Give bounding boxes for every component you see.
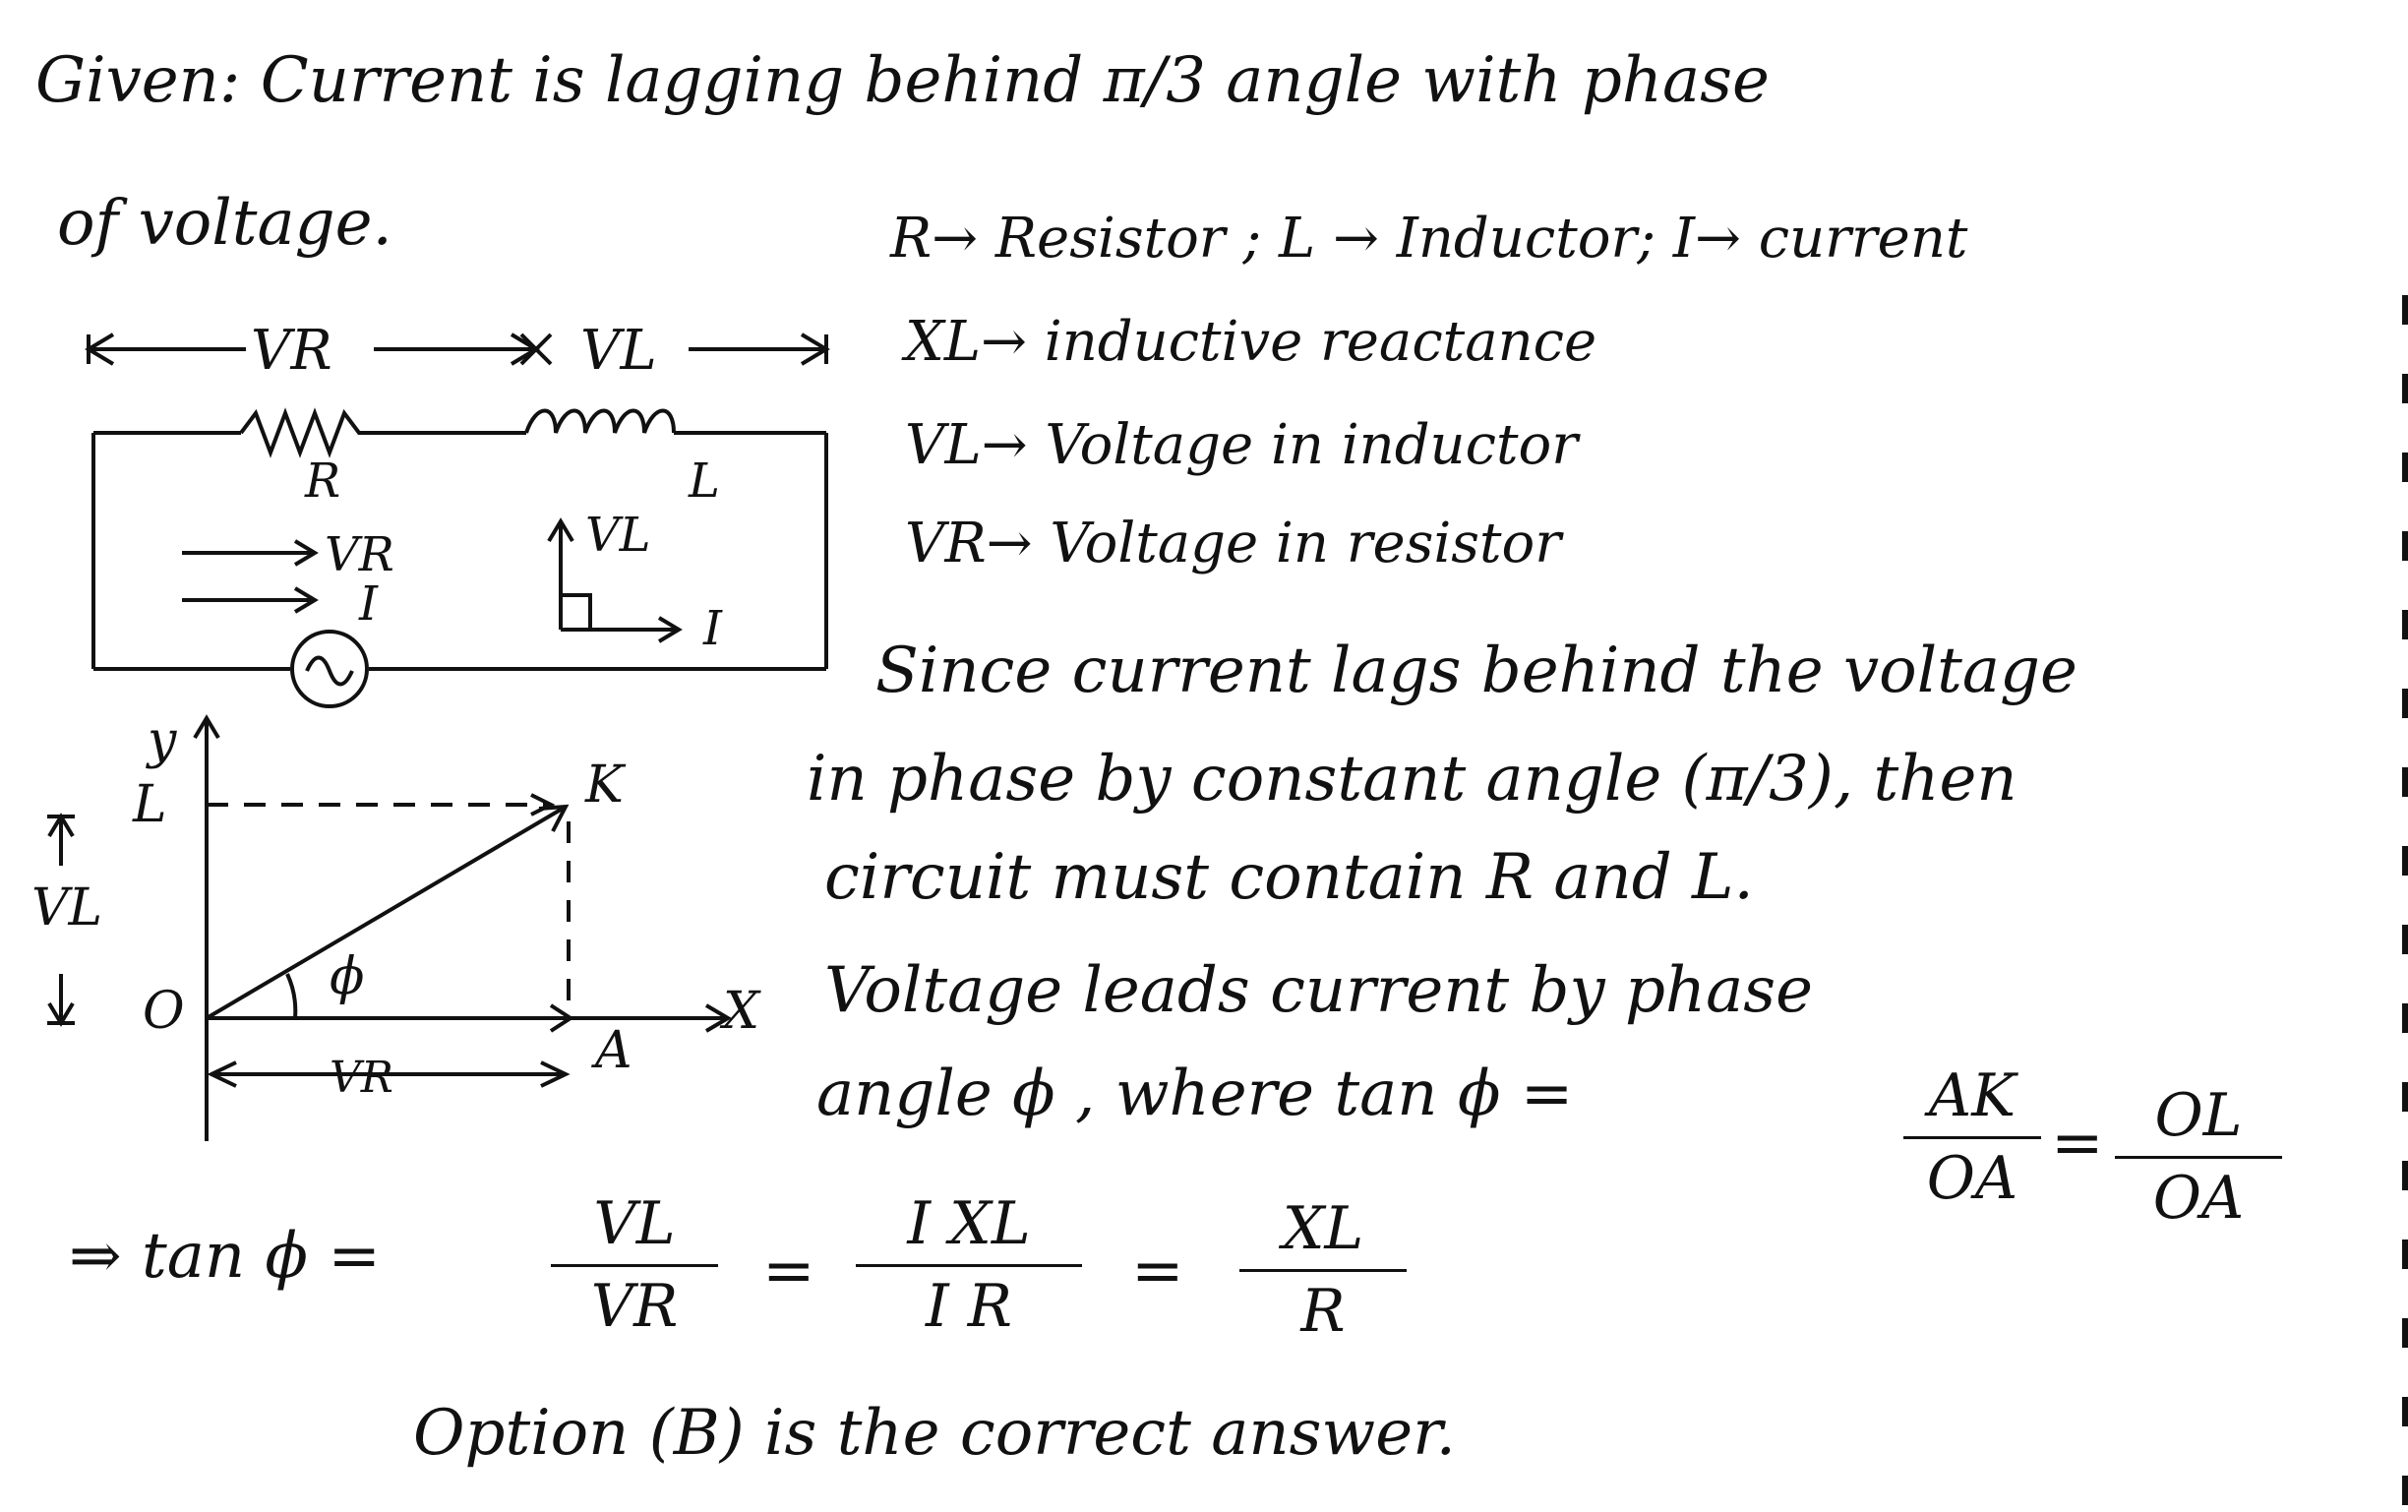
vr-arrow-label: VR — [325, 527, 394, 582]
a-point-label: A — [595, 1021, 632, 1080]
legend-vl: VL→ Voltage in inductor — [905, 413, 1578, 477]
ratio-ak: AK — [1928, 1061, 2017, 1130]
answer-line: Option (B) is the correct answer. — [413, 1397, 1456, 1470]
fraction-xl: XL — [1282, 1194, 1364, 1263]
derivation-lead: ⇒ tan ϕ = — [69, 1220, 381, 1293]
ratio-ol: OL — [2154, 1081, 2243, 1150]
origin-label: O — [143, 982, 185, 1041]
y-axis-label: y — [148, 711, 177, 770]
l-point-label: L — [133, 775, 167, 834]
i-arrow-label: I — [359, 576, 378, 632]
given-line-2: of voltage. — [57, 187, 392, 260]
fraction-bar — [1903, 1136, 2041, 1139]
fraction-bar — [1239, 1269, 1407, 1272]
vl-span-label: VL — [580, 319, 657, 383]
explanation-line-2: in phase by constant angle (π/3), then — [807, 743, 2017, 816]
fraction-ixl: I XL — [907, 1189, 1031, 1258]
explanation-line-5: angle ϕ , where tan ϕ = — [816, 1058, 1574, 1130]
circuit-diagram — [0, 0, 866, 708]
given-line-1: Given: Current is lagging behind π/3 angle with phase — [35, 44, 1770, 117]
explanation-line-3: circuit must contain R and L. — [824, 841, 1754, 914]
explanation-line-4: Voltage leads current by phase — [824, 954, 1813, 1027]
equals-sign: = — [2051, 1107, 2104, 1179]
r-label: R — [305, 454, 341, 509]
phasor-diagram — [0, 689, 787, 1161]
fraction-vl: VL — [593, 1189, 676, 1258]
legend-vr: VR→ Voltage in resistor — [905, 512, 1561, 575]
equals-sign: = — [762, 1235, 815, 1307]
x-axis-label: X — [723, 982, 760, 1041]
phi-label: ϕ — [330, 947, 365, 1006]
fraction-bar — [2115, 1156, 2282, 1159]
vr-span-label: VR — [251, 319, 332, 383]
vl-arrow-label: VL — [585, 508, 651, 563]
fraction-ixl-ir — [856, 1190, 1082, 1341]
ratio-oa-2: OA — [2152, 1164, 2245, 1233]
fraction-bar — [551, 1264, 718, 1267]
ratio-ak-oa — [1903, 1062, 2041, 1213]
fraction-vl-vr — [551, 1190, 718, 1341]
ratio-oa: OA — [1926, 1144, 2018, 1213]
vl-side-label: VL — [31, 878, 103, 937]
page-edge — [2402, 295, 2408, 1512]
legend-rl: R→ Resistor ; L → Inductor; I→ current — [890, 207, 1968, 271]
fraction-xl-r — [1239, 1195, 1407, 1346]
fraction-r: R — [1300, 1277, 1346, 1346]
fraction-vr: VR — [590, 1272, 679, 1341]
i-arrow-label-2: I — [703, 601, 722, 656]
fraction-ir: I R — [926, 1272, 1012, 1341]
ratio-ol-oa — [2115, 1082, 2282, 1233]
l-label: L — [689, 454, 720, 509]
equals-sign: = — [1131, 1235, 1184, 1307]
explanation-line-1: Since current lags behind the voltage — [875, 635, 2077, 707]
legend-xl: XL→ inductive reactance — [905, 310, 1597, 374]
vr-span-phasor-label: VR — [330, 1053, 393, 1103]
k-point-label: K — [585, 756, 624, 815]
fraction-bar — [856, 1264, 1082, 1267]
